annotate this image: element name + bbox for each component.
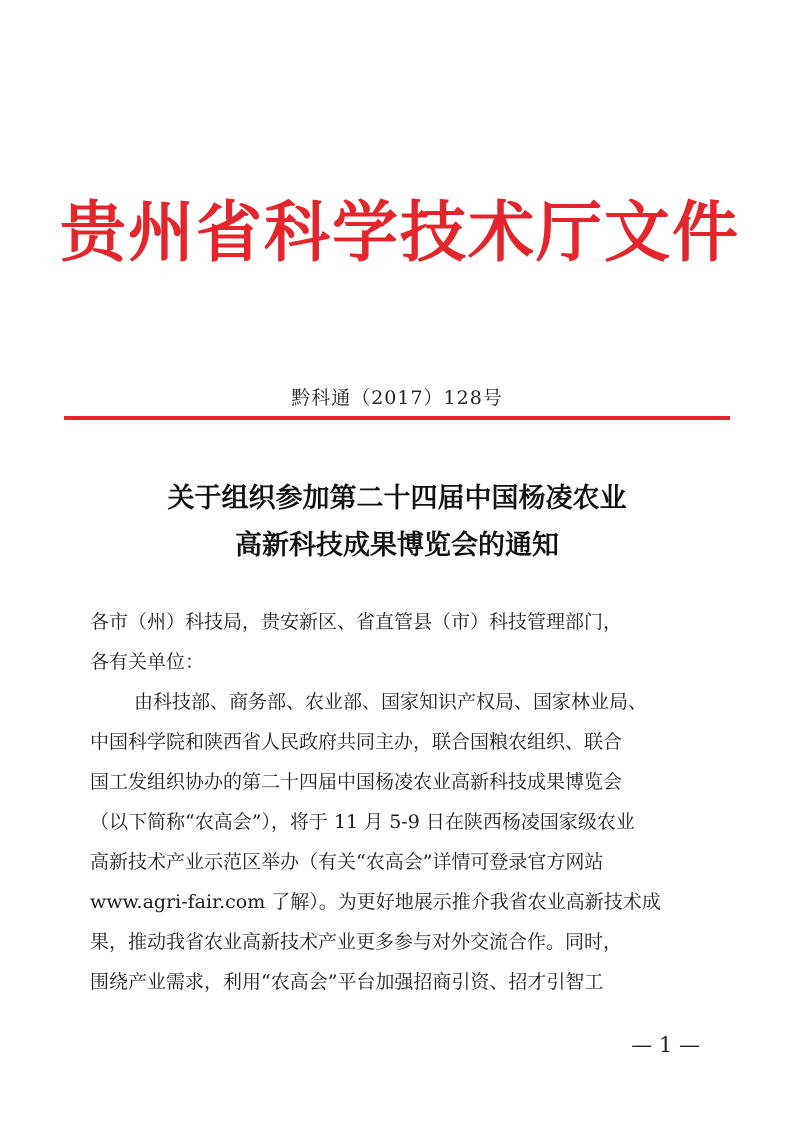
- body-line: 国工发组织协办的第二十四届中国杨凌农业高新科技成果博览会: [90, 771, 623, 793]
- page-number: — 1 —: [631, 1033, 700, 1057]
- body-line: 高新技术产业示范区举办（有关“农高会”详情可登录官方网站: [90, 851, 604, 873]
- notice-title-line-1: 关于组织参加第二十四届中国杨凌农业: [167, 483, 627, 514]
- body-line: （以下简称“农高会”），将于 11 月 5-9 日在陕西杨凌国家级农业: [90, 811, 635, 833]
- body-line: 围绕产业需求，利用“农高会”平台加强招商引资、招才引智工: [90, 971, 604, 993]
- body-line: 果，推动我省农业高新技术产业更多参与对外交流合作。同时，: [90, 931, 623, 953]
- document-number: 黔科通（2017）128号: [291, 387, 503, 409]
- body-line-recipients: 各市（州）科技局，贵安新区、省直管县（市）科技管理部门，: [90, 611, 623, 633]
- notice-title-line-2: 高新科技成果博览会的通知: [235, 530, 559, 561]
- red-divider-line: [64, 416, 730, 420]
- document-header-title: 贵州省科学技术厅文件: [60, 194, 740, 271]
- body-line: 由科技部、商务部、农业部、国家知识产权局、国家林业局、: [134, 691, 648, 713]
- body-line: www.agri-fair.com 了解）。为更好地展示推介我省农业高新技术成: [90, 891, 661, 913]
- body-line: 中国科学院和陕西省人民政府共同主办，联合国粮农组织、联合: [90, 731, 623, 753]
- body-text: [90, 602, 702, 1002]
- body-line-recipients-cont: 各有关单位：: [90, 651, 205, 673]
